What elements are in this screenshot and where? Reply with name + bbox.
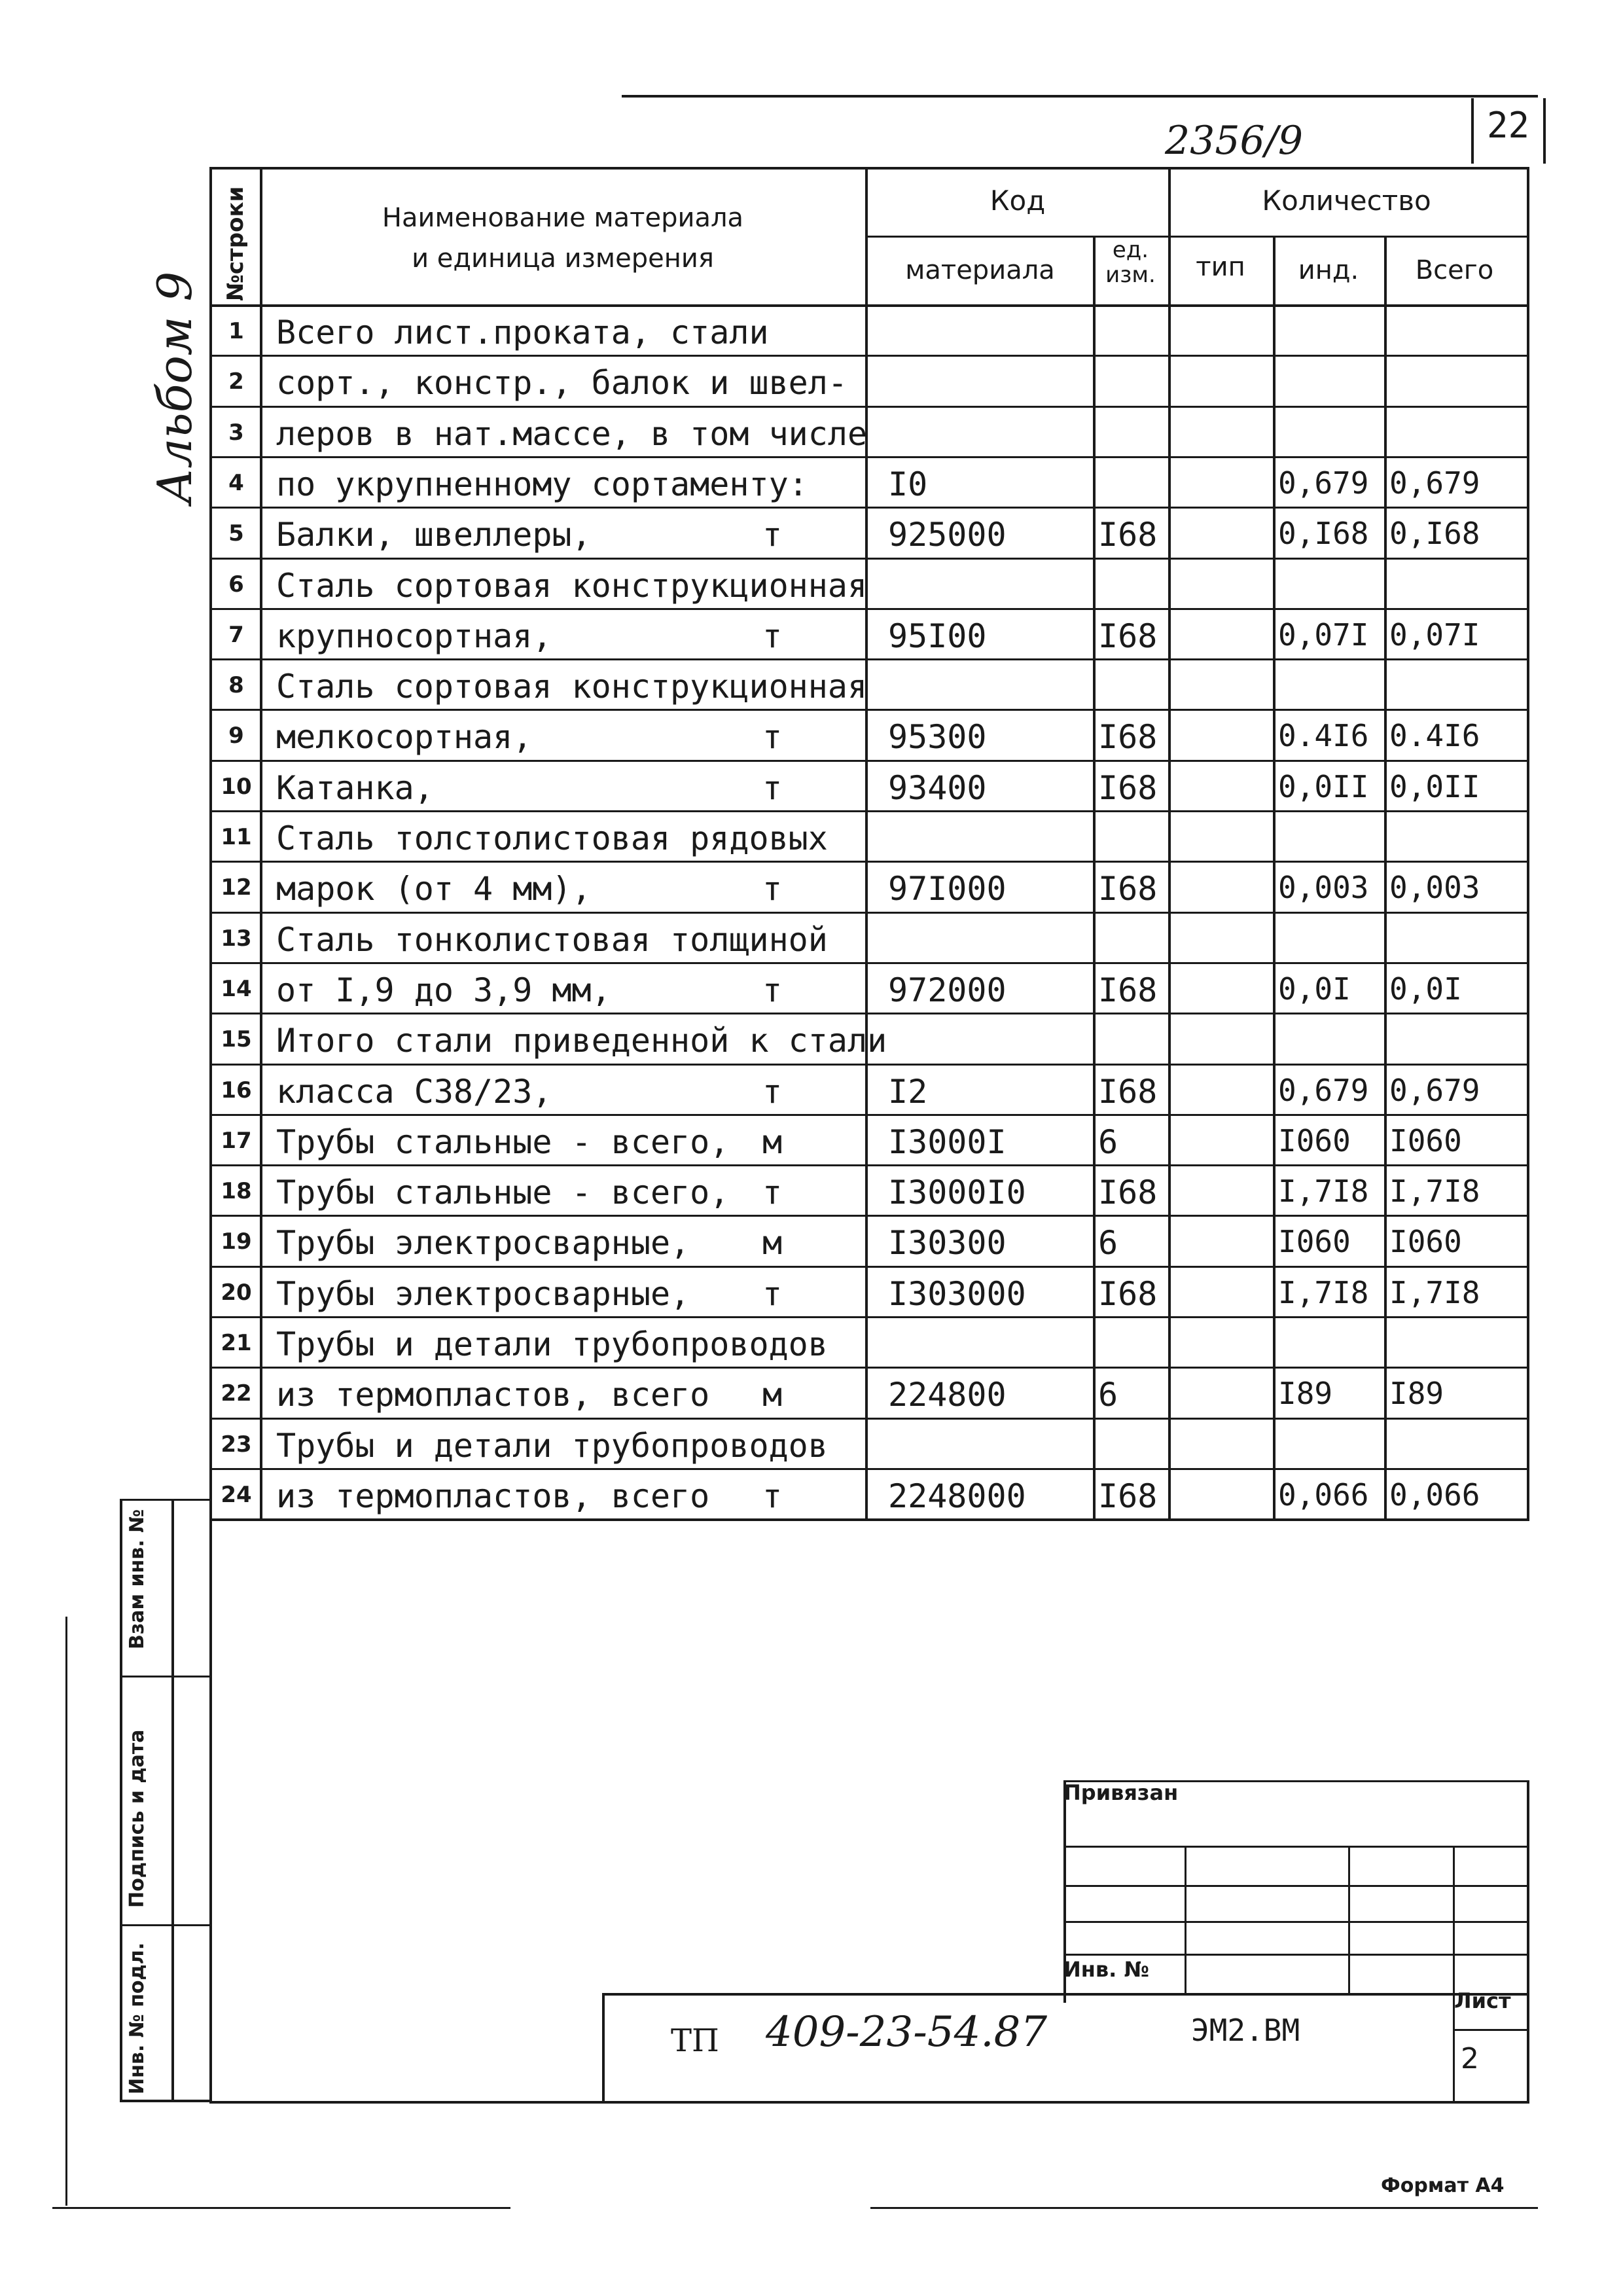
row-ind: 0,0I bbox=[1278, 971, 1351, 1007]
row-ind: I060 bbox=[1278, 1122, 1351, 1158]
row-number: 17 bbox=[221, 1127, 252, 1154]
side-stamp-outer-left bbox=[120, 1499, 122, 2101]
album-label: Альбом 9 bbox=[147, 271, 202, 504]
table-row-border bbox=[209, 406, 1527, 408]
table-row-border bbox=[209, 1316, 1527, 1318]
row-name: Сталь сортовая конструкционная bbox=[276, 566, 868, 605]
side-stamp-row-1 bbox=[120, 1676, 209, 1677]
row-total: 0,679 bbox=[1389, 465, 1480, 501]
row-unit: т bbox=[762, 516, 783, 554]
row-total: I060 bbox=[1389, 1224, 1462, 1260]
row-number: 5 bbox=[228, 520, 244, 547]
row-unit: т bbox=[762, 617, 783, 655]
header-name-line2: и единица измерения bbox=[412, 243, 714, 274]
stamp-sheet-code: ЭМ2.ВМ bbox=[1191, 2013, 1300, 2048]
header-qty-total: Всего bbox=[1415, 255, 1494, 285]
table-row-border bbox=[209, 1013, 1527, 1014]
table-bottom-border bbox=[209, 2101, 1529, 2104]
row-ind: I,7I8 bbox=[1278, 1274, 1369, 1310]
row-ind: I,7I8 bbox=[1278, 1174, 1369, 1210]
row-unit: м bbox=[762, 1376, 783, 1414]
row-code: 97I000 bbox=[888, 870, 1007, 908]
row-code: 224800 bbox=[888, 1376, 1007, 1414]
side-inv-podl: Инв. № подл. bbox=[126, 1942, 149, 2094]
header-name-line1: Наименование материала bbox=[382, 203, 744, 233]
row-name: крупносортная, bbox=[276, 617, 552, 655]
row-code: 2248000 bbox=[888, 1477, 1026, 1515]
row-name: из термопластов, всего bbox=[276, 1376, 710, 1414]
row-name: Итого стали приведенной к стали bbox=[276, 1022, 887, 1060]
row-code: I0 bbox=[888, 465, 928, 503]
table-row-border bbox=[209, 507, 1527, 509]
header-quantity: Количество bbox=[1262, 185, 1431, 217]
row-name: марок (от 4 мм), bbox=[276, 870, 592, 908]
row-name: класса С38/23, bbox=[276, 1072, 552, 1111]
header-code: Код bbox=[990, 185, 1046, 217]
row-number: 10 bbox=[221, 773, 252, 800]
row-number: 9 bbox=[228, 723, 244, 749]
bottom-rule bbox=[52, 2207, 510, 2209]
row-ind: 0.4I6 bbox=[1278, 718, 1369, 754]
row-number: 24 bbox=[221, 1481, 252, 1508]
table-row-border bbox=[209, 861, 1527, 863]
row-name: Всего лист.проката, стали bbox=[276, 314, 769, 351]
row-total: 0,0II bbox=[1389, 768, 1480, 804]
stamp-main-top bbox=[602, 1993, 1527, 1996]
row-number: 23 bbox=[221, 1431, 252, 1458]
row-name: Сталь сортовая конструкционная bbox=[276, 668, 868, 706]
left-margin-rule bbox=[65, 1617, 67, 2206]
row-total: 0,066 bbox=[1389, 1477, 1480, 1513]
table-row-border bbox=[209, 456, 1527, 458]
row-name: Трубы и детали трубопроводов bbox=[276, 1426, 828, 1465]
row-unit: т bbox=[762, 971, 783, 1009]
stamp-list-value: 2 bbox=[1461, 2042, 1479, 2075]
row-name: леров в нат.массе, в том числе bbox=[276, 414, 868, 453]
header-mid-border bbox=[865, 236, 1527, 238]
row-name: мелкосортная, bbox=[276, 718, 533, 757]
stamp-grid-h2 bbox=[1063, 1885, 1527, 1887]
row-number: 6 bbox=[228, 571, 244, 598]
row-number: 13 bbox=[221, 925, 252, 952]
row-number: 8 bbox=[228, 672, 244, 699]
row-number: 14 bbox=[221, 975, 252, 1002]
row-number: 19 bbox=[221, 1229, 252, 1255]
table-row-border bbox=[209, 608, 1527, 610]
row-code: I3000I bbox=[888, 1122, 1007, 1161]
col-border-unit bbox=[1093, 236, 1096, 1518]
header-code-material: материала bbox=[905, 255, 1055, 285]
row-number: 1 bbox=[228, 318, 244, 344]
table-row-border bbox=[209, 658, 1527, 660]
table-row-border bbox=[209, 709, 1527, 711]
header-code-unit-line2: изм. bbox=[1105, 262, 1156, 288]
row-total: 0,07I bbox=[1389, 617, 1480, 653]
side-podpis-data: Подпись и дата bbox=[126, 1729, 149, 1908]
row-name: Трубы стальные - всего, bbox=[276, 1122, 730, 1161]
row-code: 95I00 bbox=[888, 617, 987, 655]
sheet-top-number: 22 bbox=[1487, 105, 1530, 146]
row-unit: т bbox=[762, 718, 783, 757]
top-rule bbox=[622, 95, 1538, 98]
row-ed: 6 bbox=[1098, 1224, 1118, 1263]
row-total: 0,003 bbox=[1389, 870, 1480, 906]
row-ed: I68 bbox=[1098, 870, 1158, 908]
row-name: от I,9 до 3,9 мм, bbox=[276, 971, 611, 1009]
row-total: 0,0I bbox=[1389, 971, 1462, 1007]
table-row-border bbox=[209, 760, 1527, 762]
format-label: Формат А4 bbox=[1381, 2174, 1505, 2197]
row-number: 3 bbox=[228, 419, 244, 446]
bottom-rule-right bbox=[870, 2207, 1538, 2209]
row-total: I,7I8 bbox=[1389, 1274, 1480, 1310]
row-ed: 6 bbox=[1098, 1376, 1118, 1414]
row-number: 16 bbox=[221, 1077, 252, 1103]
row-unit: м bbox=[762, 1224, 783, 1263]
row-number: 11 bbox=[221, 824, 252, 850]
row-name: Трубы электросварные, bbox=[276, 1224, 690, 1263]
table-row-border bbox=[209, 810, 1527, 812]
row-unit: т bbox=[762, 870, 783, 908]
row-total: 0,679 bbox=[1389, 1072, 1480, 1108]
row-unit: т bbox=[762, 768, 783, 807]
row-number: 7 bbox=[228, 621, 244, 648]
row-name: Трубы электросварные, bbox=[276, 1274, 690, 1313]
stamp-main-left bbox=[602, 1993, 605, 2101]
row-code: I303000 bbox=[888, 1274, 1026, 1313]
row-code: 93400 bbox=[888, 768, 987, 807]
row-unit: м bbox=[762, 1122, 783, 1161]
row-name: Трубы и детали трубопроводов bbox=[276, 1325, 828, 1363]
table-row-border bbox=[209, 1215, 1527, 1217]
stamp-privyazan: Привязан bbox=[1063, 1780, 1179, 1805]
row-name: из термопластов, всего bbox=[276, 1477, 710, 1515]
table-row-border bbox=[209, 962, 1527, 964]
table-row-border bbox=[209, 558, 1527, 560]
row-code: 972000 bbox=[888, 971, 1007, 1009]
row-ed: I68 bbox=[1098, 1477, 1158, 1515]
stamp-grid-h1 bbox=[1063, 1846, 1527, 1848]
header-qty-type: тип bbox=[1196, 252, 1245, 282]
row-ed: I68 bbox=[1098, 768, 1158, 807]
row-ind: 0,066 bbox=[1278, 1477, 1369, 1513]
row-number: 18 bbox=[221, 1178, 252, 1205]
col-border-total bbox=[1384, 236, 1387, 1518]
stamp-list-divider bbox=[1453, 2029, 1527, 2031]
row-unit: т bbox=[762, 1477, 783, 1515]
row-unit: т bbox=[762, 1072, 783, 1111]
stamp-inv-no: Инв. № bbox=[1063, 1957, 1149, 1982]
stamp-tp: ТП bbox=[671, 2022, 719, 2059]
row-name: Сталь толстолистовая рядовых bbox=[276, 819, 828, 857]
side-vzam-inv: Взам инв. № bbox=[126, 1509, 149, 1649]
sheet-number-box-right bbox=[1543, 98, 1546, 164]
row-number: 15 bbox=[221, 1026, 252, 1053]
sheet-number-box-left bbox=[1471, 98, 1474, 164]
header-code-unit-line1: ед. bbox=[1112, 237, 1149, 263]
row-name: Балки, швеллеры, bbox=[276, 516, 592, 554]
row-total: I,7I8 bbox=[1389, 1174, 1480, 1210]
body-bottom-border bbox=[209, 1518, 1529, 1521]
row-ind: 0,003 bbox=[1278, 870, 1369, 906]
table-row-border bbox=[209, 1266, 1527, 1268]
row-ind: 0,0II bbox=[1278, 768, 1369, 804]
row-name: сорт., констр., балок и швел- bbox=[276, 364, 847, 403]
row-unit: т bbox=[762, 1274, 783, 1313]
row-ed: 6 bbox=[1098, 1122, 1118, 1161]
row-unit: т bbox=[762, 1174, 783, 1212]
row-name: Трубы стальные - всего, bbox=[276, 1174, 730, 1212]
row-ind: 0,I68 bbox=[1278, 516, 1369, 552]
row-number: 4 bbox=[228, 469, 244, 496]
row-name: по укрупненному сортаменту: bbox=[276, 465, 808, 503]
row-ed: I68 bbox=[1098, 1072, 1158, 1111]
row-code: 95300 bbox=[888, 718, 987, 757]
side-stamp-divider bbox=[171, 1499, 174, 2101]
table-row-border bbox=[209, 1064, 1527, 1066]
row-ind: I060 bbox=[1278, 1224, 1351, 1260]
row-ed: I68 bbox=[1098, 718, 1158, 757]
row-number: 20 bbox=[221, 1279, 252, 1306]
stamp-grid-v2 bbox=[1348, 1846, 1350, 1993]
row-number: 2 bbox=[228, 368, 244, 395]
row-total: 0,I68 bbox=[1389, 516, 1480, 552]
row-ind: 0,679 bbox=[1278, 1072, 1369, 1108]
row-ed: I68 bbox=[1098, 516, 1158, 554]
stamp-project-number: 409-23-54.87 bbox=[766, 2008, 1048, 2056]
row-number: 21 bbox=[221, 1330, 252, 1356]
row-ed: I68 bbox=[1098, 1274, 1158, 1313]
table-row-border bbox=[209, 912, 1527, 914]
table-row-border bbox=[209, 1114, 1527, 1116]
row-code: I30300 bbox=[888, 1224, 1007, 1263]
table-row-border bbox=[209, 1367, 1527, 1369]
header-row-number: №строки bbox=[223, 186, 249, 301]
stamp-right bbox=[1527, 1780, 1529, 2101]
header-qty-ind: инд. bbox=[1298, 255, 1359, 285]
row-ed: I68 bbox=[1098, 971, 1158, 1009]
side-stamp-bottom bbox=[120, 2100, 209, 2102]
table-row-border bbox=[209, 355, 1527, 357]
side-stamp-top bbox=[120, 1499, 209, 1501]
col-border-ind bbox=[1273, 236, 1275, 1518]
row-ed: I68 bbox=[1098, 617, 1158, 655]
row-number: 12 bbox=[221, 874, 252, 901]
row-code: I2 bbox=[888, 1072, 928, 1111]
stamp-grid-h4 bbox=[1063, 1954, 1527, 1956]
table-right-border bbox=[1527, 167, 1529, 1518]
table-row-border bbox=[209, 1468, 1527, 1470]
row-total: I89 bbox=[1389, 1376, 1444, 1412]
stamp-list-label: Лист bbox=[1454, 1988, 1511, 2013]
stamp-grid-v3 bbox=[1453, 1846, 1455, 2101]
row-name: Сталь тонколистовая толщиной bbox=[276, 920, 828, 959]
table-row-border bbox=[209, 1418, 1527, 1420]
stamp-grid-h3 bbox=[1063, 1921, 1527, 1923]
handwritten-doc-number: 2356/9 bbox=[1165, 118, 1304, 164]
row-code: 925000 bbox=[888, 516, 1007, 554]
row-total: I060 bbox=[1389, 1122, 1462, 1158]
row-total: 0.4I6 bbox=[1389, 718, 1480, 754]
table-row-border bbox=[209, 1164, 1527, 1166]
stamp-grid-v1 bbox=[1185, 1846, 1186, 1993]
side-stamp-row-2 bbox=[120, 1924, 209, 1926]
row-ind: 0,679 bbox=[1278, 465, 1369, 501]
row-ind: 0,07I bbox=[1278, 617, 1369, 653]
row-number: 22 bbox=[221, 1380, 252, 1407]
table-top-border bbox=[209, 167, 1527, 170]
row-ed: I68 bbox=[1098, 1174, 1158, 1212]
row-code: I3000I0 bbox=[888, 1174, 1026, 1212]
row-name: Катанка, bbox=[276, 768, 434, 807]
header-bottom-border bbox=[209, 304, 1527, 307]
row-ind: I89 bbox=[1278, 1376, 1333, 1412]
